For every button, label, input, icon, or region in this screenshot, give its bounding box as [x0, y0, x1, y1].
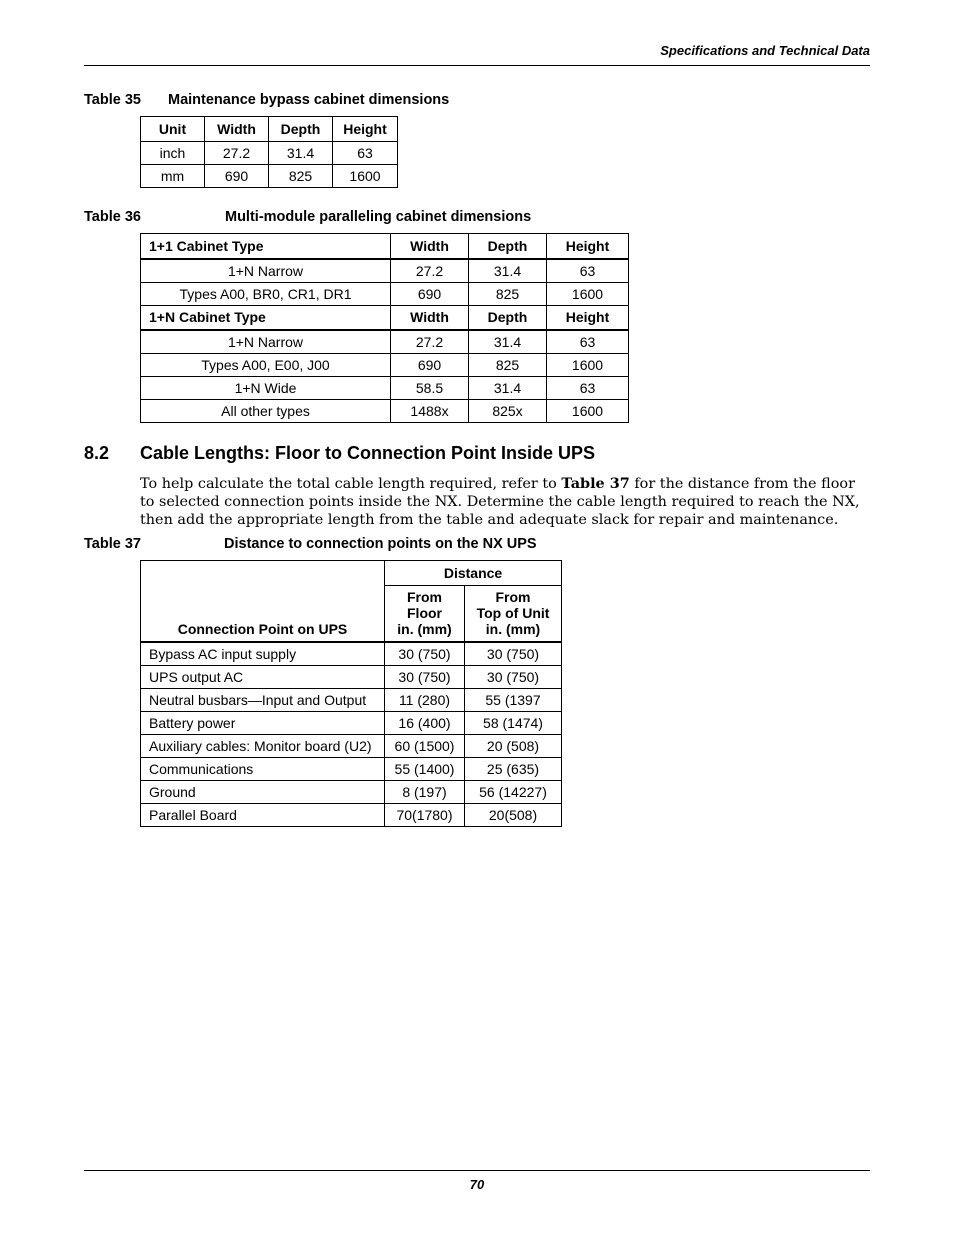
table-cell: 58 (1474) [465, 711, 562, 734]
table-cell: 30 (750) [385, 665, 465, 688]
table36-header-height: Height [547, 305, 629, 330]
table35-header-depth: Depth [269, 117, 333, 142]
paragraph-text: To help calculate the total cable length required, refer to [140, 476, 562, 492]
table-cell: 11 (280) [385, 688, 465, 711]
table-cell: 1600 [547, 282, 629, 305]
header-line: Floor [407, 605, 442, 622]
table-cell: 55 (1400) [385, 757, 465, 780]
table37 [140, 560, 562, 827]
table-row [141, 282, 629, 305]
table35-title: Maintenance bypass cabinet dimensions [168, 92, 450, 108]
table-cell: 825 [469, 282, 547, 305]
table36-caption [84, 209, 532, 225]
table-row [141, 330, 629, 354]
table35-header-width: Width [205, 117, 269, 142]
table-cell: 825 [269, 165, 333, 188]
table-cell: Ground [141, 780, 385, 803]
table-row [141, 377, 629, 400]
table-cell: 25 (635) [465, 757, 562, 780]
table-row [141, 711, 562, 734]
table-cell: Neutral busbars—Input and Output [141, 688, 385, 711]
table-cell: 30 (750) [385, 642, 465, 666]
table35-header-unit: Unit [141, 117, 205, 142]
table-cell: 31.4 [469, 259, 547, 283]
table37-header-distance: Distance [385, 561, 562, 586]
table36-header-depth: Depth [469, 305, 547, 330]
table36-header-depth: Depth [469, 234, 547, 259]
header-line: in. (mm) [397, 621, 452, 638]
table-cell: inch [141, 142, 205, 165]
header-line: From [407, 589, 442, 606]
table-cell: 63 [547, 259, 629, 283]
section-paragraph [140, 475, 865, 529]
table36-header-1plus1-type: 1+1 Cabinet Type [141, 234, 391, 259]
table35-number: Table 35 [84, 92, 141, 108]
header-line: in. (mm) [485, 621, 541, 638]
table-row [141, 354, 629, 377]
table36 [140, 233, 629, 423]
table-cell: 63 [547, 377, 629, 400]
table-cell: 1600 [547, 354, 629, 377]
table36-header-height: Height [547, 234, 629, 259]
table-row [141, 734, 562, 757]
table-cell: 31.4 [269, 142, 333, 165]
table35 [140, 116, 398, 188]
table-cell: 690 [205, 165, 269, 188]
table35-caption [84, 92, 450, 108]
table-cell: Types A00, E00, J00 [141, 354, 391, 377]
table-row [141, 757, 562, 780]
table37-title: Distance to connection points on the NX UPS [224, 536, 537, 552]
table-cell: mm [141, 165, 205, 188]
running-header: Specifications and Technical Data [660, 43, 870, 58]
table-cell: Types A00, BR0, CR1, DR1 [141, 282, 391, 305]
section-title: Cable Lengths: Floor to Connection Point Inside UPS [140, 443, 596, 463]
table-cell: 56 (14227) [465, 780, 562, 803]
page-number: 70 [469, 1177, 485, 1192]
header-line: From [495, 589, 531, 606]
table-cell: Parallel Board [141, 803, 385, 826]
table36-header-width: Width [391, 234, 469, 259]
table36-title: Multi-module paralleling cabinet dimensions [225, 209, 532, 225]
table-cell: 27.2 [205, 142, 269, 165]
table37-caption [84, 536, 537, 552]
table-cell: 27.2 [391, 259, 469, 283]
table-cell: 60 (1500) [385, 734, 465, 757]
table-cell: 1+N Wide [141, 377, 391, 400]
table-cell: 30 (750) [465, 642, 562, 666]
table-cell: Bypass AC input supply [141, 642, 385, 666]
table-row [141, 642, 562, 666]
table-cell: 1+N Narrow [141, 330, 391, 354]
table-cell: 8 (197) [385, 780, 465, 803]
table-cell: 1+N Narrow [141, 259, 391, 283]
table-cell: UPS output AC [141, 665, 385, 688]
table35-header-height: Height [333, 117, 398, 142]
table-reference-link[interactable]: Table 37 [561, 475, 630, 492]
table36-header-1plusN-type: 1+N Cabinet Type [141, 305, 391, 330]
table-cell: 1488x [391, 400, 469, 423]
section-number: 8.2 [84, 443, 110, 463]
table37-number: Table 37 [84, 536, 141, 552]
table37-header-from-top [465, 586, 562, 642]
table-row [141, 780, 562, 803]
table-cell: 70(1780) [385, 803, 465, 826]
table-cell: 16 (400) [385, 711, 465, 734]
table-row [141, 259, 629, 283]
table-cell: 31.4 [469, 330, 547, 354]
table-row [141, 688, 562, 711]
header-rule [84, 65, 870, 66]
table37-header-from-floor [385, 586, 465, 642]
table-cell: 825 [469, 354, 547, 377]
header-line: Top of Unit [476, 605, 550, 622]
table-cell: 20 (508) [465, 734, 562, 757]
paragraph-text: for the distance from the floor to selected connection points inside the NX. Determine the cable length required to reach the NX, then add the appropriate length from the table and adequate slack for repair and maintenance. [140, 476, 860, 528]
table-cell: 1600 [547, 400, 629, 423]
table-cell: 63 [547, 330, 629, 354]
table-cell: 31.4 [469, 377, 547, 400]
table-cell: 825x [469, 400, 547, 423]
table-cell: 20(508) [465, 803, 562, 826]
table-cell: 690 [391, 282, 469, 305]
table-cell: 63 [333, 142, 398, 165]
table-cell: Communications [141, 757, 385, 780]
table-cell: 30 (750) [465, 665, 562, 688]
table-cell: All other types [141, 400, 391, 423]
table-row [141, 165, 398, 188]
table-cell: 58.5 [391, 377, 469, 400]
table36-header-width: Width [391, 305, 469, 330]
table37-header-connection-point: Connection Point on UPS [141, 561, 385, 642]
table-cell: Battery power [141, 711, 385, 734]
table-cell: 1600 [333, 165, 398, 188]
table-row [141, 142, 398, 165]
table-cell: Auxiliary cables: Monitor board (U2) [141, 734, 385, 757]
footer-rule [84, 1170, 870, 1171]
table-cell: 690 [391, 354, 469, 377]
table-row [141, 665, 562, 688]
table-row [141, 400, 629, 423]
table36-number: Table 36 [84, 209, 141, 225]
table-cell: 55 (1397 [465, 688, 562, 711]
table-row [141, 803, 562, 826]
table-cell: 27.2 [391, 330, 469, 354]
